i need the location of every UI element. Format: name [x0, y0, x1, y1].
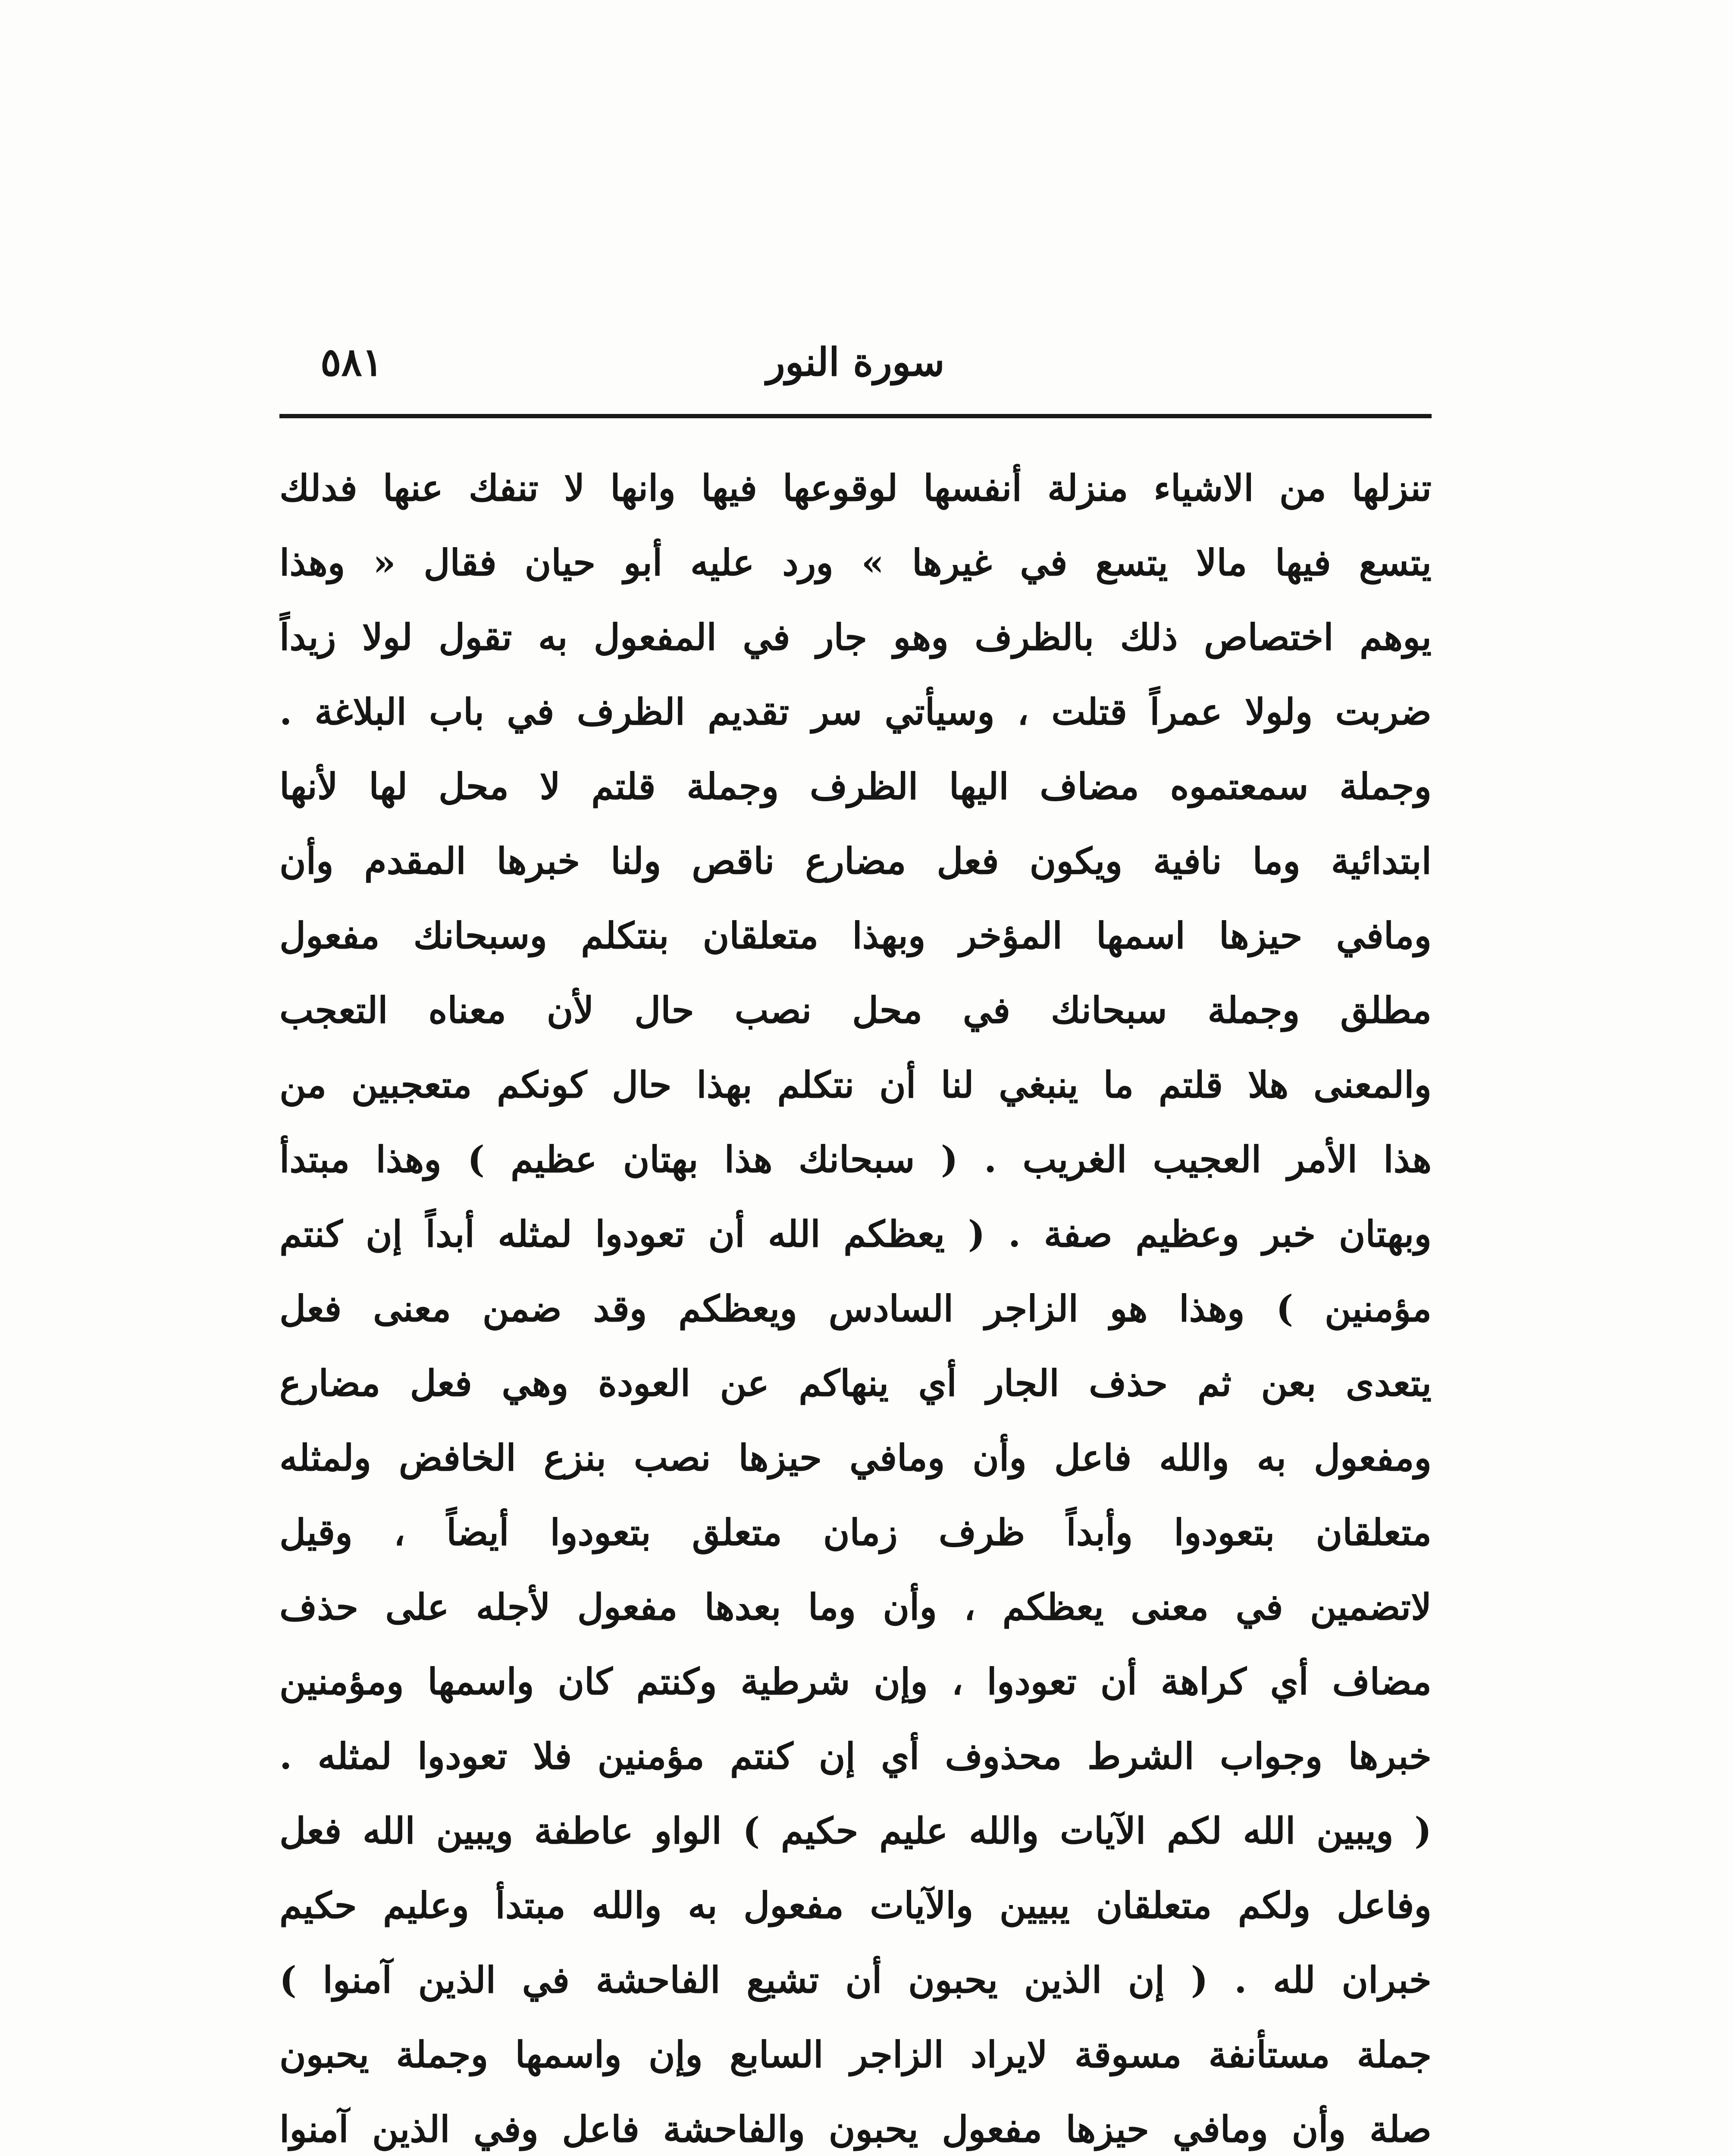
page-header [279, 328, 1432, 397]
text-line: يتسع فيها مالا يتسع في غيرها » ورد عليه أبو حيان فقال « وهذا [279, 541, 1432, 584]
text-line: مضاف أي كراهة أن تعودوا ، وإن شرطية وكنتم كان واسمها ومؤمنين [279, 1660, 1432, 1703]
text-line: ومفعول به والله فاعل وأن ومافي حيزها نصب بنزع الخافض ولمثله [279, 1436, 1432, 1479]
text-line: وفاعل ولكم متعلقان يبيين والآيات مفعول به والله مبتدأ وعليم حكيم [279, 1884, 1432, 1927]
text-line: لاتضمين في معنى يعظكم ، وأن وما بعدها مفعول لأجله على حذف [279, 1586, 1432, 1628]
text-line: وجملة سمعتموه مضاف اليها الظرف وجملة قلتم لا محل لها لأنها [279, 765, 1432, 808]
text-line: مطلق وجملة سبحانك في محل نصب حال لأن معناه التعجب [279, 989, 1432, 1031]
page-number: ٥٨١ [320, 339, 383, 385]
text-line: تنزلها من الاشياء منزلة أنفسها لوقوعها فيها وانها لا تنفك عنها فدلك [279, 467, 1432, 509]
text-line: جملة مستأنفة مسوقة لايراد الزاجر السابع وإن واسمها وجملة يحبون [279, 2033, 1432, 2076]
text-line: متعلقان بتعودوا وأبداً ظرف زمان متعلق بتعودوا أيضاً ، وقيل [279, 1511, 1432, 1554]
text-line: خبران لله . ( إن الذين يحبون أن تشيع الفاحشة في الذين آمنوا ) [279, 1959, 1432, 2001]
text-line: ( ويبين الله لكم الآيات والله عليم حكيم ) الواو عاطفة ويبين الله فعل [279, 1809, 1432, 1852]
page-title: سورة النور [766, 339, 945, 385]
text-line: مؤمنين ) وهذا هو الزاجر السادس ويعظكم وقد ضمن معنى فعل [279, 1287, 1432, 1330]
text-line: ضربت ولولا عمراً قتلت ، وسيأتي سر تقديم الظرف في باب البلاغة . [279, 690, 1432, 733]
text-line: يتعدى بعن ثم حذف الجار أي ينهاكم عن العودة وهي فعل مضارع [279, 1362, 1432, 1404]
text-line: يوهم اختصاص ذلك بالظرف وهو جار في المفعول به تقول لولا زيداً [279, 616, 1432, 658]
text-line: ومافي حيزها اسمها المؤخر وبهذا متعلقان بنتكلم وسبحانك مفعول [279, 914, 1432, 957]
text-line: صلة وأن ومافي حيزها مفعول يحبون والفاحشة فاعل وفي الذين آمنوا [279, 2108, 1432, 2150]
body-text [279, 451, 1432, 2156]
text-line: هذا الأمر العجيب الغريب . ( سبحانك هذا بهتان عظيم ) وهذا مبتدأ [279, 1138, 1432, 1181]
text-line: خبرها وجواب الشرط محذوف أي إن كنتم مؤمنين فلا تعودوا لمثله . [279, 1735, 1432, 1777]
text-line: وبهتان خبر وعظيم صفة . ( يعظكم الله أن تعودوا لمثله أبداً إن كنتم [279, 1213, 1432, 1255]
text-line: والمعنى هلا قلتم ما ينبغي لنا أن نتكلم بهذا حال كونكم متعجبين من [279, 1063, 1432, 1106]
header-divider [279, 414, 1432, 418]
text-line: ابتدائية وما نافية ويكون فعل مضارع ناقص ولنا خبرها المقدم وأن [279, 840, 1432, 882]
